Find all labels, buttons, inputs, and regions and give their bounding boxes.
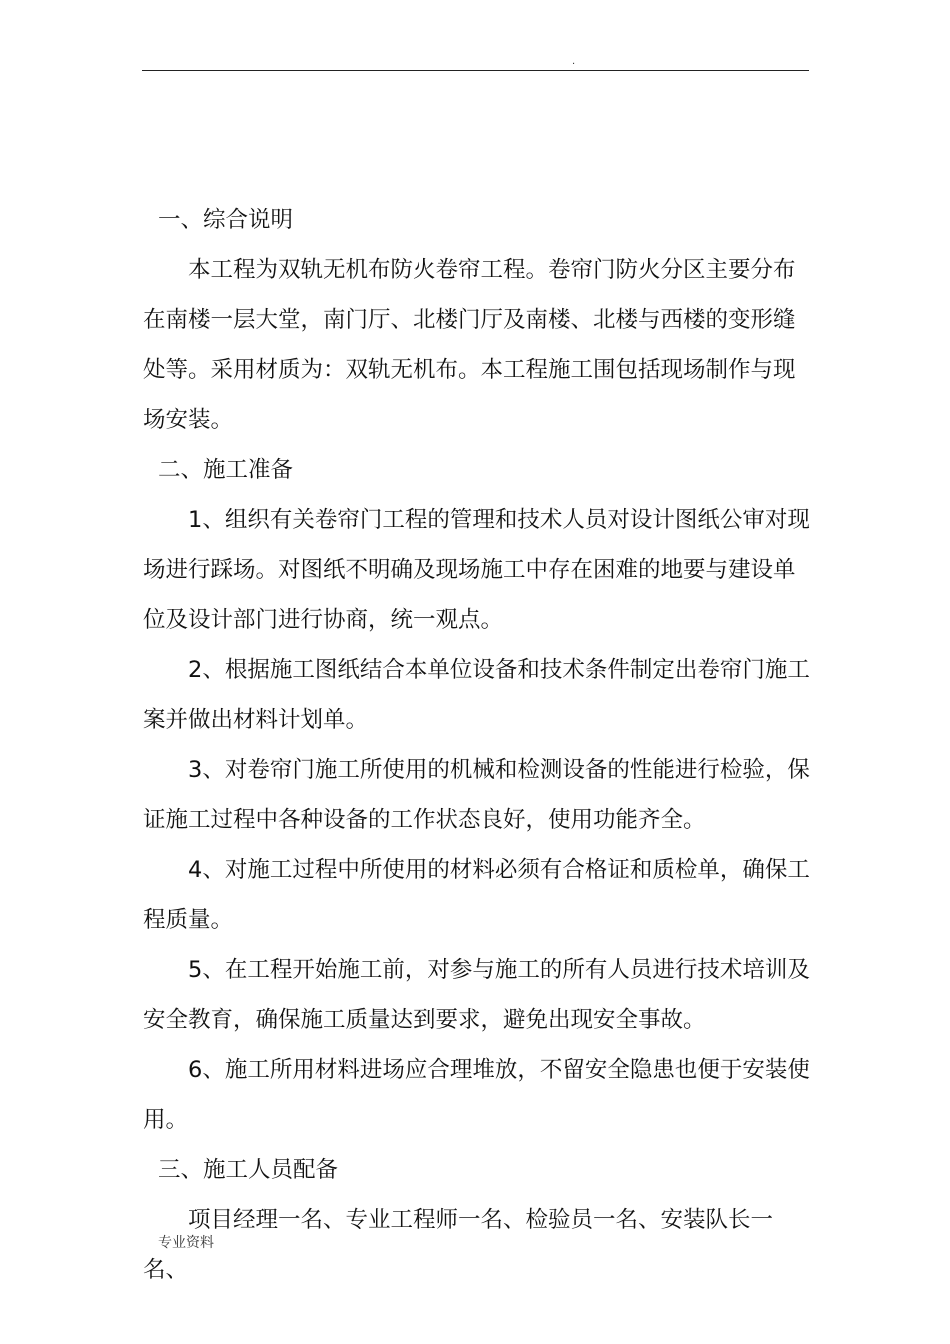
section-1-paragraph: 本工程为双轨无机布防火卷帘工程。卷帘门防火分区主要分布在南楼一层大堂，南门厅、北楼门厅及南楼、北楼与西楼的变形缝处等。采用材质为：双轨无机布。本工程施工围包括现场制作与现场安装。 — [143, 257, 796, 433]
header-dot: . — [572, 56, 576, 67]
header-rule — [142, 70, 809, 71]
section-2-title: 二、施工准备 — [158, 457, 294, 483]
section-2-item-6: 6、施工所用材料进场应合理堆放，不留安全隐患也便于安装使用。 — [143, 1057, 810, 1133]
section-2-item-2: 2、根据施工图纸结合本单位设备和技术条件制定出卷帘门施工案并做出材料计划单。 — [143, 657, 810, 733]
section-3-paragraph: 项目经理一名、专业工程师一名、检验员一名、安装队长一名、 — [143, 1207, 774, 1283]
footer-label: 专业资料 — [158, 1235, 214, 1251]
section-2-item-4: 4、对施工过程中所使用的材料必须有合格证和质检单，确保工程质量。 — [143, 857, 810, 933]
section-3-title: 三、施工人员配备 — [158, 1157, 339, 1183]
document-body — [143, 195, 811, 1295]
section-2-item-5: 5、在工程开始施工前，对参与施工的所有人员进行技术培训及安全教育，确保施工质量达到要求，避免出现安全事故。 — [143, 957, 810, 1033]
section-2-item-3: 3、对卷帘门施工所使用的机械和检测设备的性能进行检验，保证施工过程中各种设备的工作状态良好，使用功能齐全。 — [143, 757, 810, 833]
section-1-title: 一、综合说明 — [158, 207, 294, 233]
section-2-item-1: 1、组织有关卷帘门工程的管理和技术人员对设计图纸公审对现场进行踩场。对图纸不明确及现场施工中存在困难的地要与建设单位及设计部门进行协商，统一观点。 — [143, 507, 810, 633]
